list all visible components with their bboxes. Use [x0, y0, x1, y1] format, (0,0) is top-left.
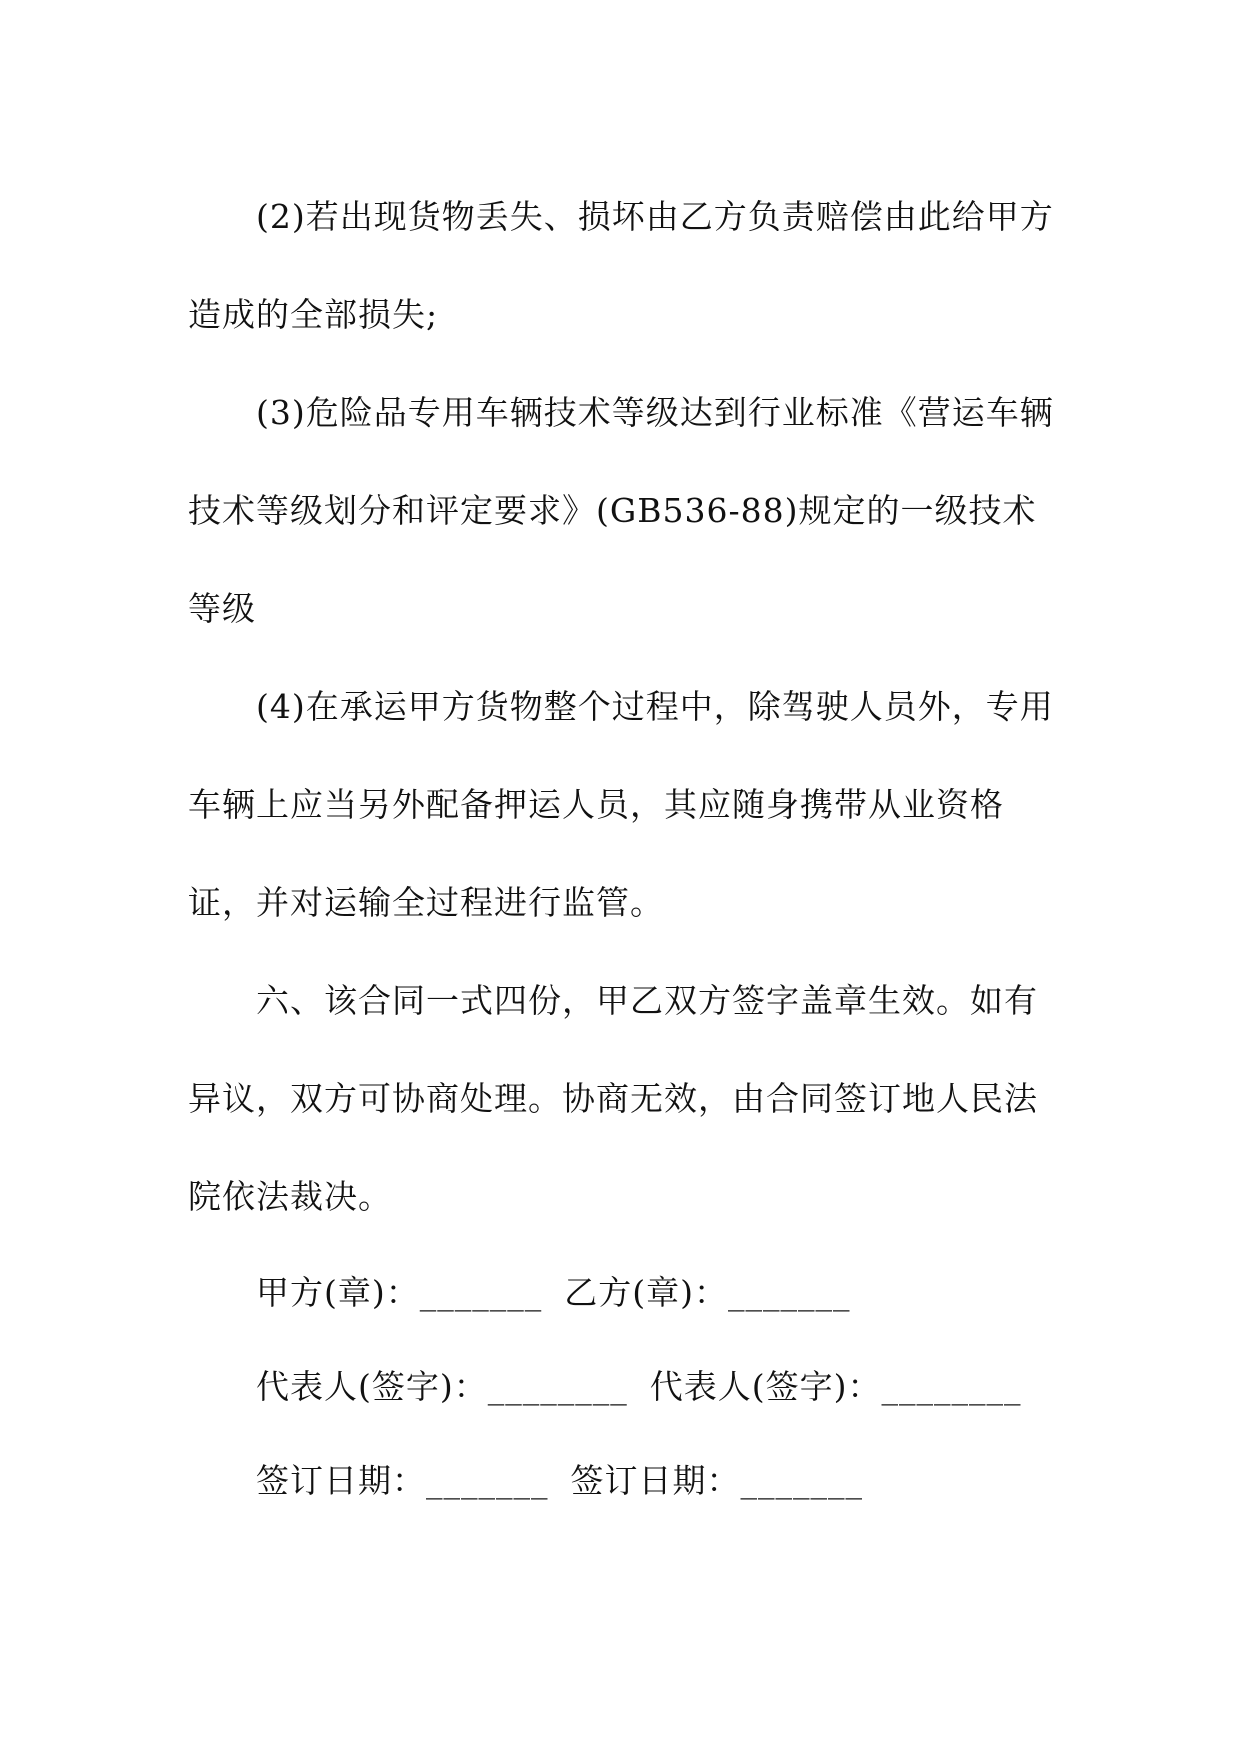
party-a-date-field: 签订日期：_______ — [256, 1461, 549, 1500]
clause-paragraph-six: 六、该合同一式四份，甲乙双方签字盖章生效。如有异议，双方可协商处理。协商无效，由合同签订地人民法院依法裁决。 — [188, 981, 1038, 1216]
party-b-date-field: 签订日期：_______ — [570, 1461, 863, 1500]
clause-paragraph-4: (4)在承运甲方货物整个过程中，除驾驶人员外，专用车辆上应当另外配备押运人员，其应随身携带从业资格证，并对运输全过程进行监管。 — [188, 687, 1054, 922]
party-b-representative-field: 代表人(签字)：________ — [649, 1367, 1022, 1406]
signature-line-representative — [188, 1340, 1068, 1434]
signature-line-date — [188, 1434, 1068, 1528]
clause-paragraph-2: (2)若出现货物丢失、损坏由乙方负责赔偿由此给甲方造成的全部损失; — [188, 197, 1054, 334]
party-a-representative-field: 代表人(签字)：________ — [256, 1367, 628, 1406]
signature-block — [188, 1246, 1068, 1528]
signature-line-seal — [188, 1246, 1068, 1340]
clause-paragraph-3: (3)危险品专用车辆技术等级达到行业标准《营运车辆技术等级划分和评定要求》(GB536-88)规定的一级技术等级 — [188, 393, 1054, 628]
document-body — [188, 168, 1068, 1528]
party-a-seal-field: 甲方(章)：_______ — [256, 1273, 543, 1312]
party-b-seal-field: 乙方(章)：_______ — [564, 1273, 851, 1312]
